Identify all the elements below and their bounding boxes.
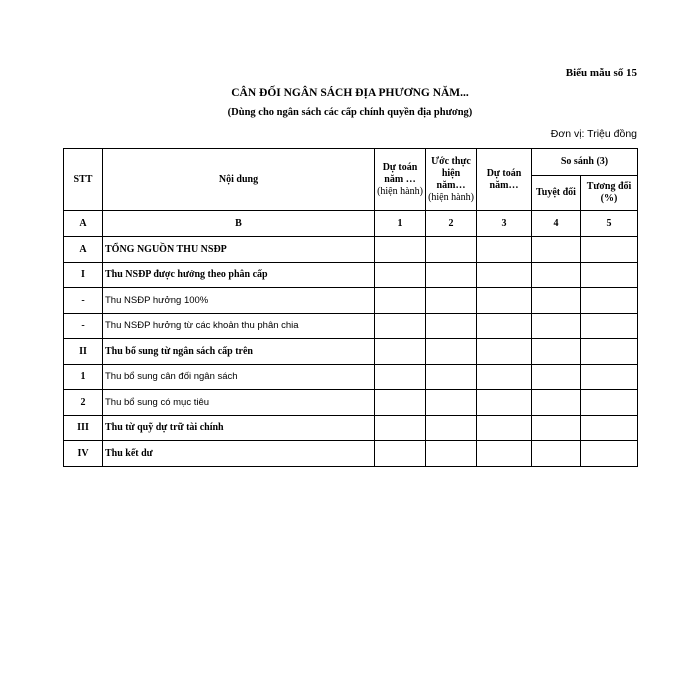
value-cell — [426, 390, 477, 416]
value-cell — [581, 364, 638, 390]
header-row — [64, 149, 638, 176]
row-content: Thu bổ sung từ ngân sách cấp trên — [103, 339, 375, 365]
value-cell — [581, 262, 638, 288]
header-actual-line2: hiện năm… — [436, 167, 466, 191]
value-cell — [477, 339, 532, 365]
value-cell — [477, 288, 532, 314]
value-cell — [581, 313, 638, 339]
value-cell — [532, 262, 581, 288]
value-cell — [426, 237, 477, 263]
table-row — [64, 364, 638, 390]
value-cell — [375, 415, 426, 441]
row-stt: 2 — [64, 390, 103, 416]
header-next-estimate-line2: năm… — [489, 179, 519, 191]
index-cell: A — [64, 211, 103, 237]
value-cell — [375, 262, 426, 288]
header-next-estimate-line1: Dự toán — [486, 167, 522, 179]
row-content: Thu từ quỹ dự trữ tài chính — [103, 415, 375, 441]
value-cell — [581, 415, 638, 441]
row-content: Thu kết dư — [103, 441, 375, 467]
value-cell — [532, 390, 581, 416]
table-row — [64, 441, 638, 467]
header-compare: So sánh (3) — [532, 149, 638, 176]
table-row — [64, 262, 638, 288]
header-estimate-line2: năm … — [384, 173, 416, 185]
header-absolute: Tuyệt đối — [532, 176, 581, 211]
table-row — [64, 313, 638, 339]
header-relative-line1: Tương đối — [586, 181, 632, 192]
header-estimate-line1: Dự toán — [382, 161, 418, 173]
table-row — [64, 237, 638, 263]
row-content: Thu bổ sung có mục tiêu — [103, 390, 375, 416]
header-relative-line2: (%) — [600, 193, 618, 204]
header-actual — [426, 149, 477, 211]
header-next-estimate — [477, 149, 532, 211]
value-cell — [532, 313, 581, 339]
header-stt: STT — [64, 149, 103, 211]
table-row — [64, 390, 638, 416]
value-cell — [581, 339, 638, 365]
table-row — [64, 339, 638, 365]
value-cell — [426, 313, 477, 339]
table-row — [64, 415, 638, 441]
value-cell — [375, 364, 426, 390]
value-cell — [532, 364, 581, 390]
value-cell — [477, 237, 532, 263]
table-body — [64, 237, 638, 467]
header-actual-line3: (hiện hành) — [428, 191, 474, 203]
row-stt: IV — [64, 441, 103, 467]
row-stt: II — [64, 339, 103, 365]
row-stt: - — [64, 313, 103, 339]
index-cell: 1 — [375, 211, 426, 237]
row-stt: I — [64, 262, 103, 288]
value-cell — [532, 415, 581, 441]
value-cell — [581, 237, 638, 263]
value-cell — [375, 237, 426, 263]
row-content: Thu NSĐP hưởng 100% — [103, 288, 375, 314]
value-cell — [477, 441, 532, 467]
value-cell — [426, 262, 477, 288]
row-stt: 1 — [64, 364, 103, 390]
budget-table — [63, 148, 638, 467]
value-cell — [532, 441, 581, 467]
value-cell — [375, 441, 426, 467]
row-content: Thu bổ sung cân đối ngân sách — [103, 364, 375, 390]
value-cell — [581, 288, 638, 314]
unit-label: Đơn vị: Triệu đồng — [550, 128, 637, 140]
value-cell — [477, 390, 532, 416]
row-stt: A — [64, 237, 103, 263]
header-estimate-line3: (hiện hành) — [377, 185, 423, 197]
value-cell — [375, 288, 426, 314]
value-cell — [426, 339, 477, 365]
header-content: Nội dung — [103, 149, 375, 211]
value-cell — [477, 262, 532, 288]
value-cell — [426, 288, 477, 314]
header-actual-line1: Ước thực — [431, 155, 471, 167]
value-cell — [532, 237, 581, 263]
document-subtitle: (Dùng cho ngân sách các cấp chính quyền địa phương) — [227, 107, 473, 118]
header-estimate — [375, 149, 426, 211]
value-cell — [532, 339, 581, 365]
row-content: TỔNG NGUỒN THU NSĐP — [103, 237, 375, 263]
value-cell — [426, 364, 477, 390]
row-content: Thu NSĐP hưởng từ các khoản thu phân chia — [103, 313, 375, 339]
form-number: Biểu mẫu số 15 — [565, 67, 637, 79]
value-cell — [426, 441, 477, 467]
row-stt: III — [64, 415, 103, 441]
index-cell: 3 — [477, 211, 532, 237]
document-title: CÂN ĐỐI NGÂN SÁCH ĐỊA PHƯƠNG NĂM... — [231, 87, 469, 99]
index-row — [64, 211, 638, 237]
value-cell — [581, 390, 638, 416]
index-cell: 2 — [426, 211, 477, 237]
row-stt: - — [64, 288, 103, 314]
value-cell — [532, 288, 581, 314]
header-relative — [581, 176, 638, 211]
row-content: Thu NSĐP được hưởng theo phân cấp — [103, 262, 375, 288]
index-cell: 5 — [581, 211, 638, 237]
value-cell — [581, 441, 638, 467]
value-cell — [375, 390, 426, 416]
value-cell — [426, 415, 477, 441]
value-cell — [375, 339, 426, 365]
value-cell — [477, 364, 532, 390]
index-cell: B — [103, 211, 375, 237]
value-cell — [477, 313, 532, 339]
table-row — [64, 288, 638, 314]
value-cell — [375, 313, 426, 339]
value-cell — [477, 415, 532, 441]
index-cell: 4 — [532, 211, 581, 237]
